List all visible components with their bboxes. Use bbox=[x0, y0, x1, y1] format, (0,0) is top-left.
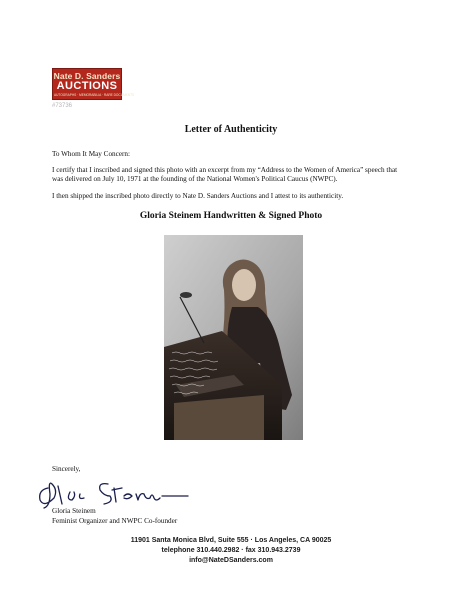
logo-line1: Nate D. Sanders bbox=[53, 71, 121, 81]
footer-email[interactable]: info@NateDSanders.com bbox=[189, 557, 273, 564]
letter-title: Letter of Authenticity bbox=[184, 124, 278, 135]
lot-id: #73736 bbox=[52, 103, 73, 109]
photo-heading: Gloria Steinem Handwritten & Signed Photo bbox=[139, 211, 323, 221]
logo-tagline: AUTOGRAPHS · MEMORABILIA · RARE DOCUMENTS bbox=[54, 93, 135, 97]
signed-photo bbox=[164, 235, 303, 440]
logo-line2: AUCTIONS bbox=[56, 80, 118, 92]
footer-address: 11901 Santa Monica Blvd, Suite 555 · Los Angeles, CA 90025 bbox=[130, 537, 332, 544]
salutation: To Whom It May Concern: bbox=[52, 150, 131, 158]
closing: Sincerely, bbox=[52, 465, 81, 473]
footer-phone-fax: telephone 310.440.2982 · fax 310.943.2739 bbox=[161, 547, 301, 554]
handwritten-signature bbox=[28, 470, 198, 510]
signer-title: Feminist Organizer and NWPC Co-founder bbox=[52, 517, 178, 525]
signer-name: Gloria Steinem bbox=[52, 507, 96, 515]
auction-house-logo bbox=[52, 68, 135, 100]
certification-paragraph: I certify that I inscribed and signed this photo with an excerpt from my “Address to the Women of America” speech that was delivered on July 10, 1971 at the founding of the National Women's Political Caucus (NWPC). bbox=[52, 166, 398, 183]
shipping-paragraph: I then shipped the inscribed photo directly to Nate D. Sanders Auctions and I attest to its authenticity. bbox=[52, 192, 344, 200]
